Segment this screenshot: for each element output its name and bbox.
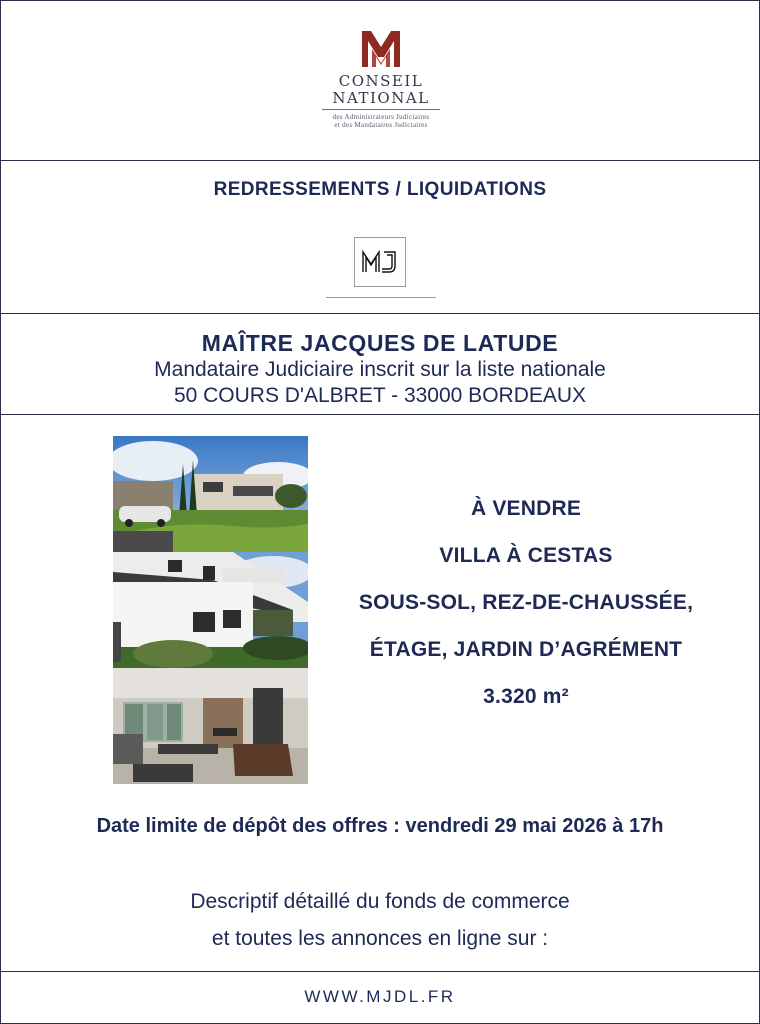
svg-text:MJ: MJ bbox=[379, 282, 381, 283]
logo-line-national: NATIONAL bbox=[332, 89, 430, 107]
photo-villa-exterior bbox=[113, 436, 308, 552]
divider-1 bbox=[1, 160, 759, 161]
cn-monogram-icon bbox=[358, 27, 404, 73]
mj-logo bbox=[354, 237, 406, 287]
notary-address: 50 COURS D'ALBRET - 33000 BORDEAUX bbox=[173, 384, 587, 407]
logo-subtitle-2: et des Mandataires Judiciaires bbox=[334, 121, 428, 129]
logo-subtitle-1: des Administrateurs Judiciaires bbox=[332, 113, 430, 121]
logo-divider bbox=[322, 109, 440, 110]
divider-4 bbox=[1, 971, 759, 972]
description-line-1: Descriptif détaillé du fonds de commerce bbox=[190, 890, 570, 913]
property-photos bbox=[113, 436, 308, 784]
description-line-2: et toutes les annonces en ligne sur : bbox=[211, 927, 549, 950]
notary-name: MAÎTRE JACQUES DE LATUDE bbox=[201, 330, 559, 356]
conseil-national-logo bbox=[301, 27, 461, 129]
divider-3 bbox=[1, 414, 759, 415]
mj-logo-icon bbox=[355, 238, 405, 286]
notary-block bbox=[1, 329, 759, 409]
website-link[interactable]: WWW.MJDL.FR bbox=[304, 987, 456, 1006]
sale-line-area: 3.320 m² bbox=[483, 685, 569, 708]
photo-villa-interior bbox=[113, 668, 308, 784]
sale-details bbox=[331, 485, 721, 720]
category-heading: REDRESSEMENTS / LIQUIDATIONS bbox=[213, 179, 547, 200]
description-block bbox=[1, 883, 759, 957]
mj-underline bbox=[326, 297, 436, 298]
offer-deadline: Date limite de dépôt des offres : vendredi 29 mai 2026 à 17h bbox=[96, 815, 664, 837]
logo-line-conseil: CONSEIL bbox=[338, 72, 424, 90]
notary-title: Mandataire Judiciaire inscrit sur la liste nationale bbox=[154, 358, 606, 381]
sale-line-for-sale: À VENDRE bbox=[470, 497, 582, 520]
photo-villa-facade bbox=[113, 552, 308, 668]
divider-2 bbox=[1, 313, 759, 314]
sale-line-property: VILLA À CESTAS bbox=[439, 544, 613, 567]
sale-line-garden: ÉTAGE, JARDIN D’AGRÉMENT bbox=[369, 638, 683, 661]
sale-line-levels: SOUS-SOL, REZ-DE-CHAUSSÉE, bbox=[358, 591, 694, 614]
